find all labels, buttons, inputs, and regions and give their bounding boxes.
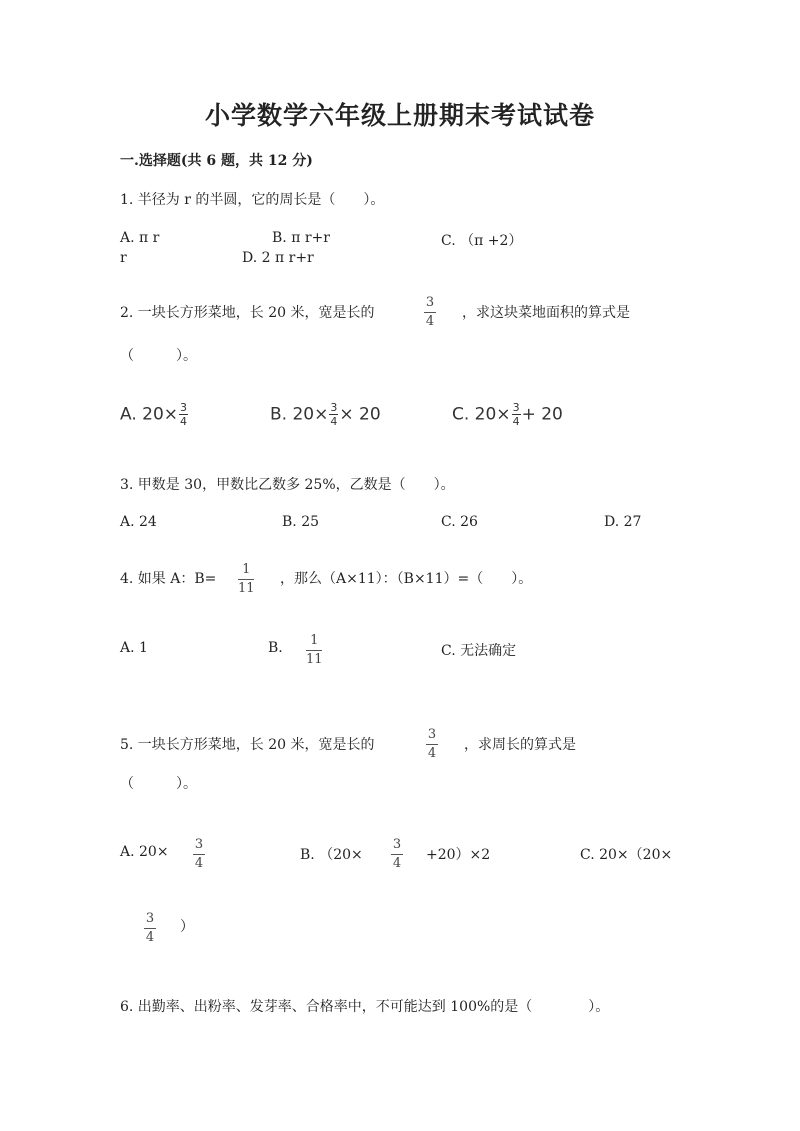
question-3-option-c[interactable]: C. 26 bbox=[441, 514, 478, 530]
fraction-numerator: 1 bbox=[310, 633, 319, 648]
question-1-option-b[interactable]: B. π r+r bbox=[272, 230, 330, 246]
question-1-option-d[interactable]: D. 2 π r+r bbox=[242, 250, 314, 266]
question-5-text-start: 5. 一块长方形菜地，长 20 米，宽是长的 bbox=[120, 737, 375, 753]
fraction-numerator: 3 bbox=[180, 401, 188, 414]
question-2-option-b[interactable] bbox=[270, 402, 381, 427]
fraction-denominator: 4 bbox=[180, 415, 188, 428]
question-1-option-a[interactable]: A. π r bbox=[120, 230, 160, 246]
question-4-text-start: 4. 如果 A：B= bbox=[120, 571, 217, 587]
option-c-suffix: + 20 bbox=[521, 404, 563, 425]
option-c-label: C. 20× bbox=[452, 404, 511, 425]
question-3-option-b[interactable]: B. 25 bbox=[282, 514, 320, 530]
question-1-option-c[interactable]: C. （π +2） bbox=[441, 233, 523, 249]
question-2-option-c[interactable] bbox=[452, 402, 563, 427]
fraction-denominator: 11 bbox=[306, 652, 323, 667]
fraction-numerator: 3 bbox=[145, 911, 155, 926]
question-4-text-end: ，那么（A×11）：（B×11）=（ ）。 bbox=[280, 571, 533, 587]
question-5-option-a[interactable]: A. 20× bbox=[120, 844, 169, 860]
question-1-text: 1. 半径为 r 的半圆，它的周长是（ ）。 bbox=[120, 192, 385, 208]
fraction-bar bbox=[144, 928, 156, 929]
page-title: 小学数学六年级上册期末考试试卷 bbox=[204, 101, 595, 130]
question-1-option-c-continued: r bbox=[120, 250, 127, 266]
question-4-option-b-fraction bbox=[306, 634, 323, 667]
question-4-fraction bbox=[238, 563, 255, 596]
option-a-fraction bbox=[179, 402, 188, 427]
fraction-numerator: 1 bbox=[242, 562, 251, 577]
question-4-option-b[interactable]: B. bbox=[268, 640, 283, 656]
fraction-denominator: 4 bbox=[330, 415, 338, 428]
fraction-numerator: 3 bbox=[392, 837, 402, 852]
question-5-option-b-fraction bbox=[391, 838, 403, 871]
fraction-denominator: 4 bbox=[427, 746, 437, 761]
fraction-denominator: 11 bbox=[238, 581, 255, 596]
fraction-denominator: 4 bbox=[425, 314, 435, 329]
question-5-option-c-suffix: ） bbox=[180, 919, 194, 935]
fraction-numerator: 3 bbox=[330, 401, 338, 414]
question-2-text-start: 2. 一块长方形菜地，长 20 米，宽是长的 bbox=[120, 305, 375, 321]
question-5-option-c[interactable]: C. 20×（20× bbox=[580, 847, 673, 863]
fraction-bar bbox=[238, 579, 254, 580]
question-3-text: 3. 甲数是 30，甲数比乙数多 25%，乙数是（ ）。 bbox=[120, 477, 455, 493]
option-b-label: B. 20× bbox=[270, 404, 329, 425]
question-4-option-c[interactable]: C. 无法确定 bbox=[441, 643, 517, 659]
option-b-suffix: × 20 bbox=[339, 404, 381, 425]
question-3-option-d[interactable]: D. 27 bbox=[604, 514, 642, 530]
fraction-denominator: 4 bbox=[194, 856, 204, 871]
fraction-numerator: 3 bbox=[194, 837, 204, 852]
fraction-numerator: 3 bbox=[425, 295, 435, 310]
question-5-option-c-fraction bbox=[144, 912, 156, 945]
fraction-numerator: 3 bbox=[512, 401, 520, 414]
question-2-text-line2: （ ）。 bbox=[120, 348, 197, 364]
fraction-denominator: 4 bbox=[392, 856, 402, 871]
fraction-bar bbox=[426, 744, 438, 745]
question-5-text-end: ，求周长的算式是 bbox=[464, 737, 576, 753]
fraction-bar bbox=[391, 854, 403, 855]
question-2-text-end: ，求这块菜地面积的算式是 bbox=[462, 305, 630, 321]
question-6-text: 6. 出勤率、出粉率、发芽率、合格率中，不可能达到 100%的是（ ）。 bbox=[120, 999, 610, 1015]
question-5-option-b-suffix: +20）×2 bbox=[426, 847, 491, 863]
question-2-option-a[interactable] bbox=[120, 402, 189, 427]
question-5-fraction bbox=[426, 728, 438, 761]
question-2-fraction bbox=[424, 296, 436, 329]
option-b-fraction bbox=[329, 402, 338, 427]
option-c-fraction bbox=[512, 402, 521, 427]
question-5-text-line2: （ ）。 bbox=[120, 776, 197, 792]
question-4-option-a[interactable]: A. 1 bbox=[120, 640, 148, 656]
fraction-denominator: 4 bbox=[145, 930, 155, 945]
question-5-option-a-fraction bbox=[193, 838, 205, 871]
fraction-bar bbox=[424, 312, 436, 313]
question-5-option-b[interactable]: B. （20× bbox=[300, 847, 363, 863]
option-a-label: A. 20× bbox=[120, 404, 179, 425]
fraction-bar bbox=[306, 650, 322, 651]
question-3-option-a[interactable]: A. 24 bbox=[120, 514, 157, 530]
section-heading: 一.选择题(共 6 题，共 12 分) bbox=[120, 153, 313, 169]
fraction-numerator: 3 bbox=[427, 727, 437, 742]
fraction-bar bbox=[193, 854, 205, 855]
fraction-denominator: 4 bbox=[512, 415, 520, 428]
